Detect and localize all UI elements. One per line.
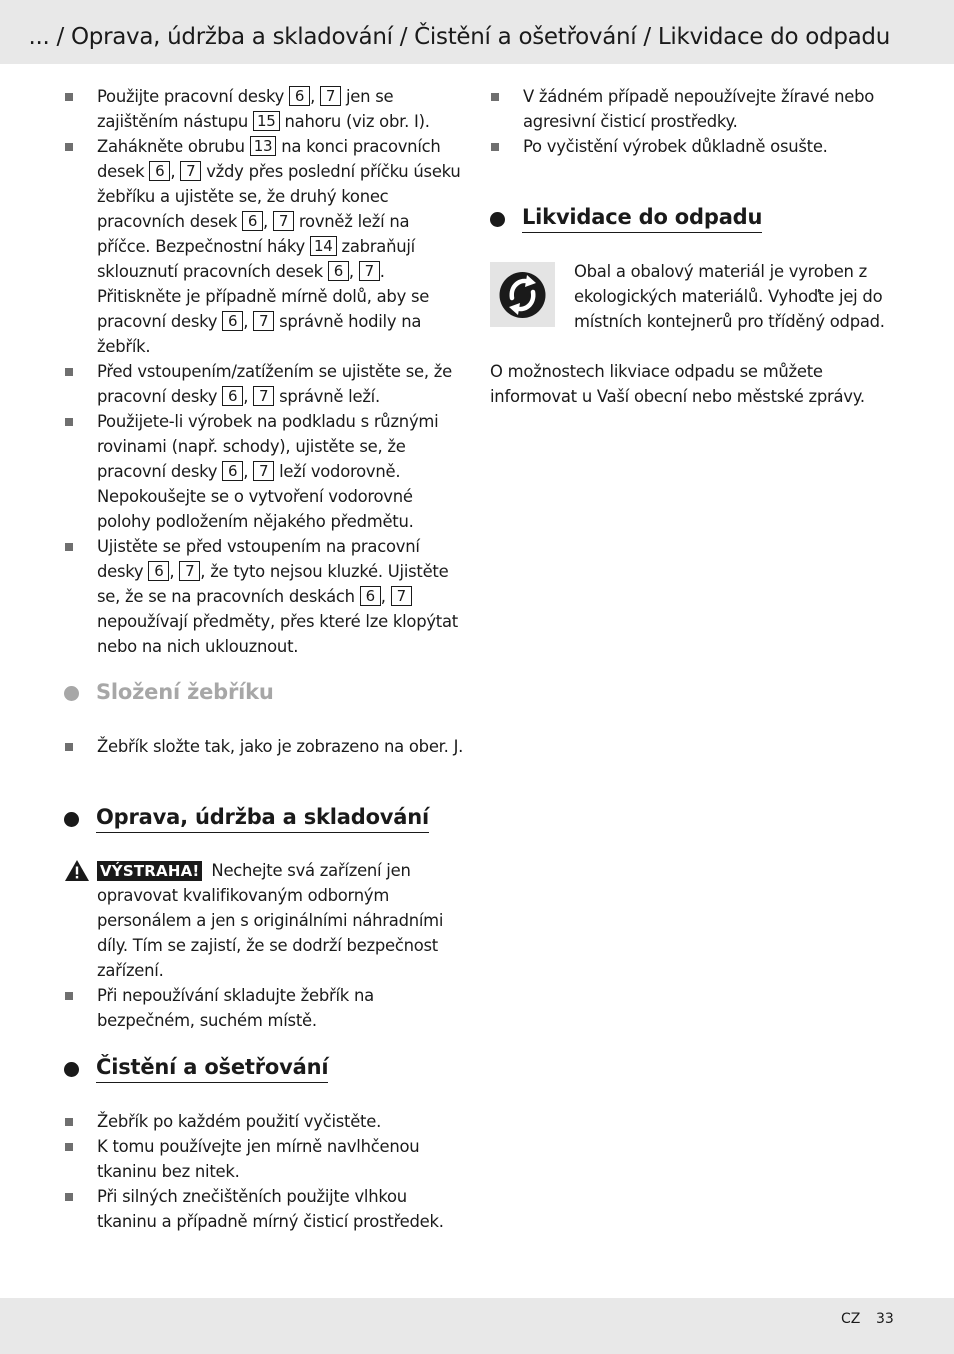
list-item: Před vstoupením/zatížením se ujistěte se, že pracovní desky 6 , 7 správně leží.	[64, 359, 466, 409]
page-header	[0, 0, 954, 64]
heading-bullet-icon	[64, 812, 79, 827]
bullet-square-icon	[491, 143, 499, 151]
bullet-square-icon	[65, 1193, 73, 1201]
reference-number: 7	[253, 386, 274, 406]
reference-number: 7	[359, 261, 380, 281]
reference-number: 6	[148, 561, 169, 581]
page-footer	[0, 1298, 954, 1354]
reference-number: 7	[391, 586, 412, 606]
page-number: 33	[876, 1311, 894, 1327]
recycling-icon-box	[490, 262, 555, 327]
reference-number: 14	[310, 236, 337, 256]
list-item: Zahákněte obrubu 13 na konci pracovních desek 6 , 7 vždy přes poslední příčku úseku žebříku a ujistěte se, že druhý konec pracovních desek 6 , 7 rovněž leží na příčce. Bezpečnostní háky 14 zabraňují sklouznutí pracovních desek 6 , 7 . Přitiskněte je případně mírně dolů, aby se pracovní desky 6 , 7 správně hodily na žebřík.	[64, 134, 466, 359]
warning-label: VÝSTRAHA!	[97, 861, 202, 881]
heading-bullet-icon	[64, 686, 79, 701]
page-title: ... / Oprava, údržba a skladování / Čistění a ošetřování / Likvidace do odpadu	[28, 24, 890, 50]
section-heading-cleaning	[64, 1055, 328, 1083]
list-item: Použijete-li výrobek na podkladu s různými rovinami (např. schody), ujistěte se, že pracovní desky 6 , 7 leží vodorovně. Nepokoušejte se o vytvoření vodorovné polohy podložením nějakého předmětu.	[64, 409, 466, 534]
heading-bullet-icon	[64, 1062, 79, 1077]
reference-number: 7	[253, 461, 274, 481]
cleaning-agents-list	[490, 84, 890, 159]
reference-number: 15	[253, 111, 280, 131]
bullet-square-icon	[65, 1118, 73, 1126]
reference-number: 6	[289, 86, 310, 106]
reference-number: 6	[222, 386, 243, 406]
warning-paragraph	[64, 858, 466, 983]
heading-bullet-icon	[490, 212, 505, 227]
bullet-square-icon	[65, 543, 73, 551]
list-item: Při nepoužívání skladujte žebřík na bezpečném, suchém místě.	[64, 983, 466, 1033]
section-heading-folding	[64, 680, 274, 707]
disposal-info-text: O možnostech likviace odpadu se můžete informovat u Vaší obecní nebo městské zprávy.	[490, 362, 865, 406]
list-item: Po vyčistění výrobek důkladně osušte.	[490, 134, 890, 159]
reference-number: 6	[149, 161, 170, 181]
heading-text: Čistění a ošetřování	[96, 1055, 328, 1083]
reference-number: 13	[250, 136, 277, 156]
ladder-usage-list	[64, 84, 466, 659]
list-item: Použijte pracovní desky 6 , 7 jen se zajištěním nástupu 15 nahoru (viz obr. I).	[64, 84, 466, 134]
list-item: K tomu používejte jen mírně navlhčenou tkaninu bez nitek.	[64, 1134, 466, 1184]
list-item: V žádném případě nepoužívejte žíravé nebo agresivní čisticí prostředky.	[490, 84, 890, 134]
reference-number: 6	[222, 311, 243, 331]
reference-number: 6	[328, 261, 349, 281]
reference-number: 7	[253, 311, 274, 331]
warning-block	[64, 858, 466, 1033]
bullet-square-icon	[65, 418, 73, 426]
list-item: Ujistěte se před vstoupením na pracovní desky 6 , 7 , že tyto nejsou kluzké. Ujistěte se, že se na pracovních deskách 6 , 7 nepoužívají předměty, přes které lze klopýtat nebo na nich uklouznout.	[64, 534, 466, 659]
bullet-square-icon	[65, 992, 73, 1000]
folding-list	[64, 734, 466, 759]
reference-number: 7	[273, 211, 294, 231]
reference-number: 6	[242, 211, 263, 231]
list-item: Při silných znečištěních použijte vlhkou tkaninu a případně mírný čisticí prostředek.	[64, 1184, 466, 1234]
packaging-text: Obal a obalový materiál je vyroben z ekologických materiálů. Vyhoďte jej do místních kontejnerů pro tříděný odpad.	[574, 262, 885, 331]
left-column	[64, 84, 466, 659]
section-heading-repair	[64, 805, 429, 833]
list-item: Žebřík po každém použití vyčistěte.	[64, 1109, 466, 1134]
bullet-square-icon	[65, 743, 73, 751]
right-column	[490, 84, 890, 159]
heading-text: Oprava, údržba a skladování	[96, 805, 429, 833]
reference-number: 6	[360, 586, 381, 606]
reference-number: 7	[320, 86, 341, 106]
heading-text: Likvidace do odpadu	[522, 205, 762, 233]
bullet-square-icon	[65, 143, 73, 151]
bullet-square-icon	[491, 93, 499, 101]
recycling-icon	[490, 262, 555, 327]
reference-number: 6	[222, 461, 243, 481]
cleaning-list	[64, 1109, 466, 1234]
section-heading-disposal	[490, 205, 762, 233]
heading-text: Složení žebříku	[96, 680, 274, 704]
list-item: Žebřík složte tak, jako je zobrazeno na ober. J.	[64, 734, 466, 759]
warning-text: Nechejte svá zařízení jen opravovat kvalifikovaným odborným personálem a jen s originálními náhradními díly. Tím se zajistí, že se dodrží bezpečnost zařízení.	[97, 861, 444, 980]
warning-triangle-icon	[64, 859, 90, 882]
reference-number: 7	[179, 561, 200, 581]
language-code: CZ	[841, 1311, 861, 1327]
storage-list	[64, 983, 466, 1033]
reference-number: 7	[180, 161, 201, 181]
bullet-square-icon	[65, 368, 73, 376]
bullet-square-icon	[65, 1143, 73, 1151]
bullet-square-icon	[65, 93, 73, 101]
